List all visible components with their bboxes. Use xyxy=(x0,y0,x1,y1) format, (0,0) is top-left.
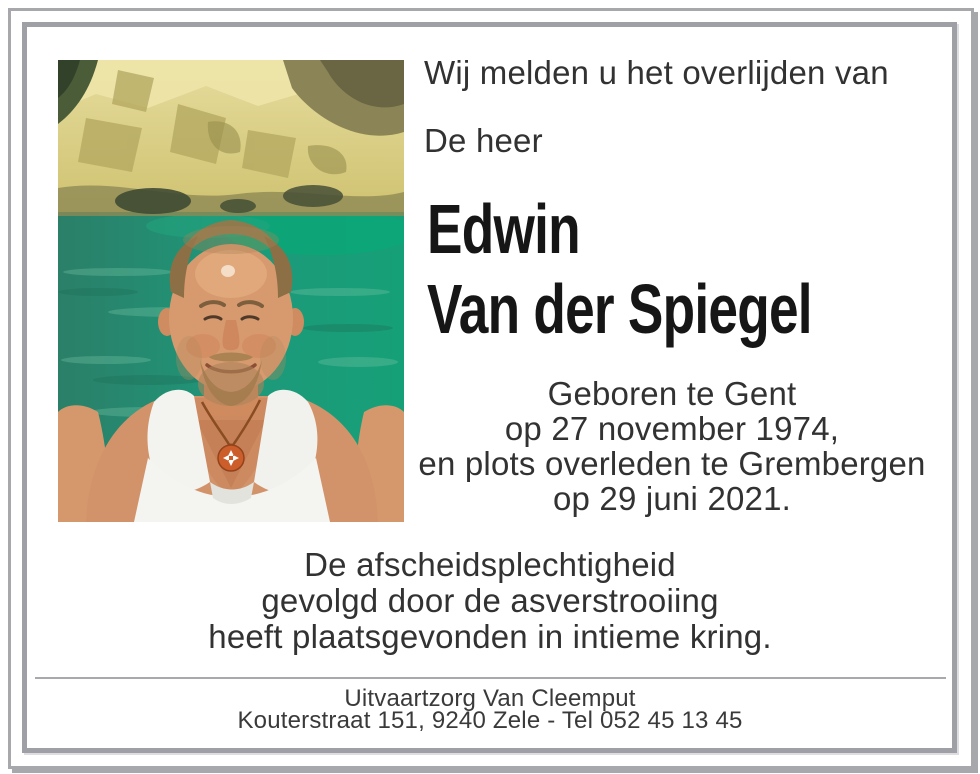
salutation: De heer xyxy=(424,122,543,159)
forehead-shine xyxy=(221,265,235,277)
footer-divider xyxy=(35,677,946,679)
announcement-intro: Wij melden u het overlijden van xyxy=(424,54,889,91)
funeral-home-address: Kouterstraat 151, 9240 Zele - Tel 052 45 13 45 xyxy=(237,707,743,734)
deceased-name xyxy=(427,189,967,349)
maltese-cross-pendant xyxy=(218,445,244,471)
farewell-notice xyxy=(27,547,953,655)
farewell-line-1: De afscheidsplechtigheid xyxy=(304,546,676,583)
deceased-last-name: Van der Spiegel xyxy=(427,270,812,348)
portrait-illustration xyxy=(58,60,404,522)
death-date-line: op 29 juni 2021. xyxy=(552,480,792,517)
portrait-photo xyxy=(58,60,404,522)
funeral-home-name: Uitvaartzorg Van Cleemput xyxy=(344,685,636,712)
birth-death-details xyxy=(398,376,946,516)
birth-place-line: Geboren te Gent xyxy=(547,375,797,412)
funeral-home-footer xyxy=(27,685,953,734)
farewell-line-3: heeft plaatsgevonden in intieme kring. xyxy=(208,618,772,655)
deceased-first-name: Edwin xyxy=(427,190,580,268)
birth-date-line: op 27 november 1974, xyxy=(504,410,840,447)
death-place-line: en plots overleden te Grembergen xyxy=(418,445,926,482)
farewell-line-2: gevolgd door de asverstrooiing xyxy=(261,582,719,619)
